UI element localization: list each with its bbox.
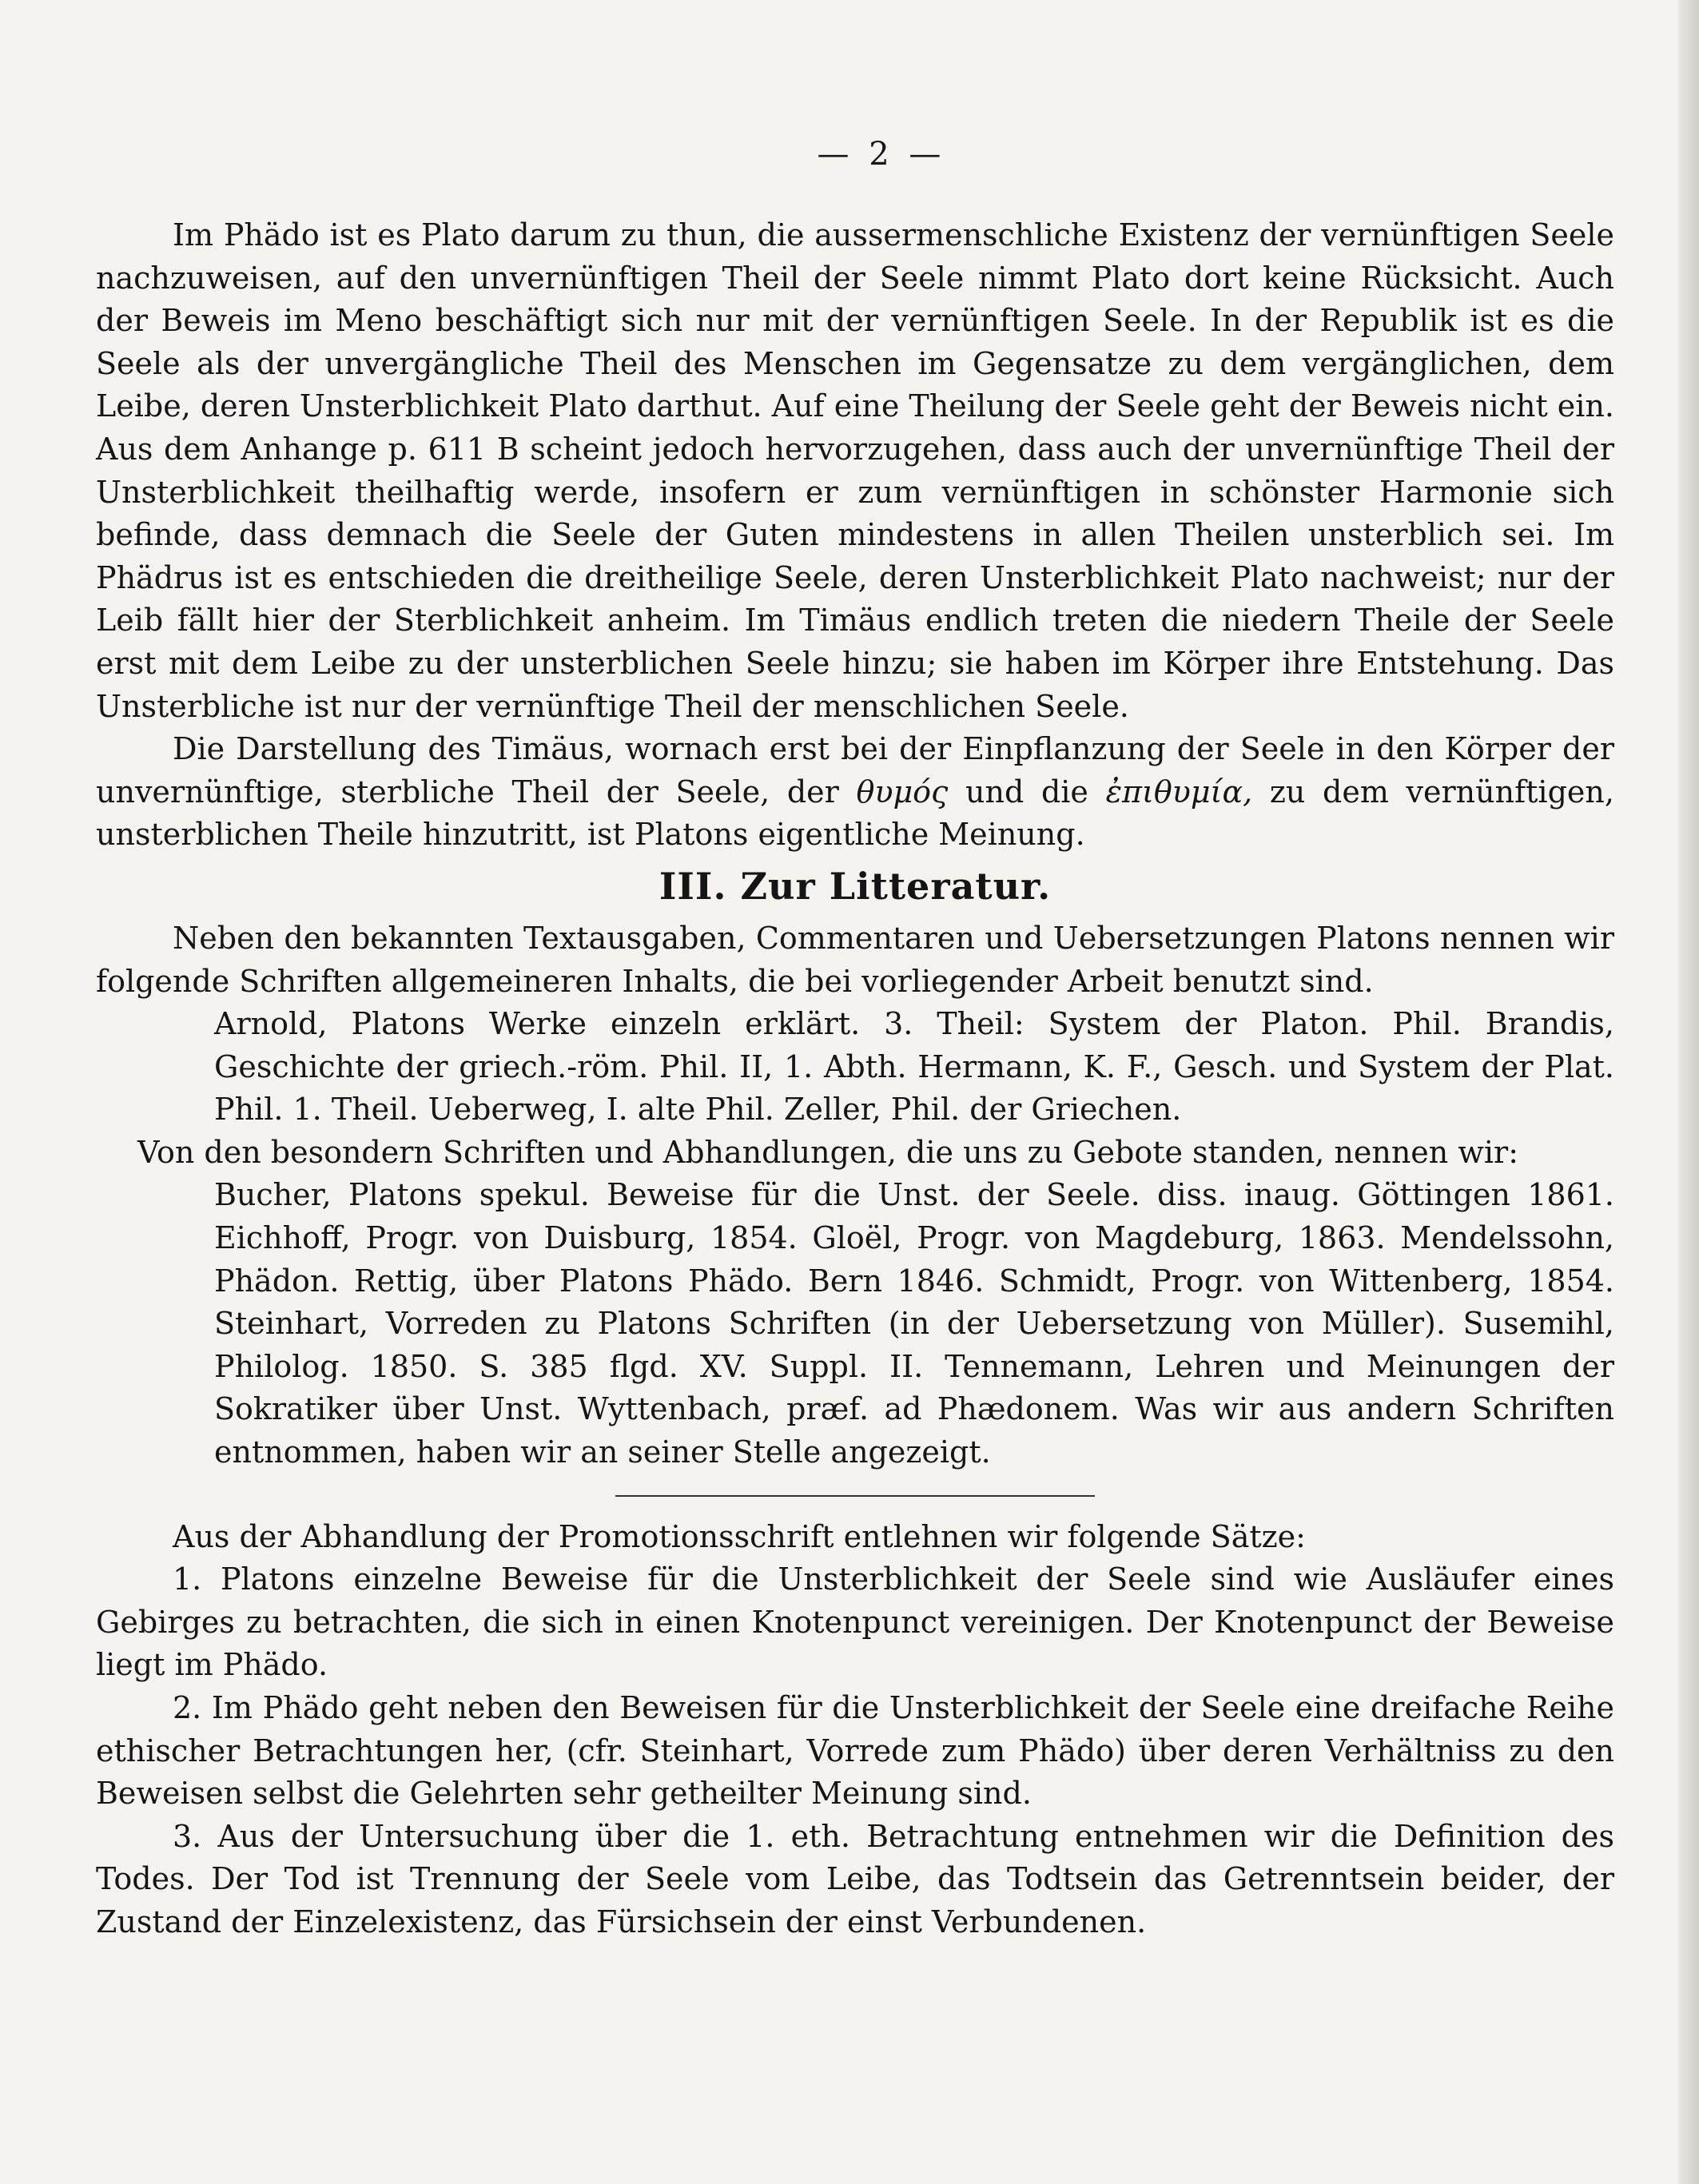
- thesis-text: Aus der Untersuchung über die 1. eth. Betrachtung entnehmen wir die Definition des Todes. Der Tod ist Trennung der Seele vom Leibe, das Todtsein das Getrenntsein beider, der Zustand der Einzelexistenz, das Fürsichsein der einst Verbundenen.: [96, 1818, 1614, 1939]
- thesis-text: Im Phädo geht neben den Beweisen für die Unsterblichkeit der Seele eine dreifache Reihe ethischer Betrachtungen her, (cfr. Steinhart, Vorrede zum Phädo) über deren Verhältniss zu den Beweisen selbst die Gelehrten sehr getheilter Meinung sind.: [96, 1690, 1614, 1812]
- thesis-item: [96, 1816, 1614, 1944]
- page-number: — 2 —: [817, 136, 946, 173]
- section-heading: III. Zur Litteratur.: [659, 864, 1052, 908]
- section-divider: [615, 1495, 1095, 1497]
- literature-special-intro: Von den besondern Schriften und Abhandlungen, die uns zu Gebote standen, nennen wir:: [137, 1134, 1518, 1170]
- paragraph-timaeus-end: zu dem vernünftigen, unsterblichen Theile hinzutritt, ist Platons eigentliche Meinung.: [96, 774, 1614, 853]
- literature-special-refs: Bucher, Platons spekul. Beweise für die Unst. der Seele. diss. inaug. Göttingen 1861. Eichhoff, Progr. von Duisburg, 1854. Gloël, Progr. von Magdeburg, 1863. Mendelssohn, Phädon. Rettig, über Platons Phädo. Bern 1846. Schmidt, Progr. von Wittenberg, 1854. Steinhart, Vorreden zu Platons Schriften (in der Uebersetzung von Müller). Susemihl, Philolog. 1850. S. 385 flgd. XV. Suppl. II. Tennemann, Lehren und Meinungen der Sokratiker über Unst. Wyttenbach, præf. ad Phædonem. Was wir aus andern Schriften entnommen, haben wir an seiner Stelle angezeigt.: [214, 1177, 1614, 1470]
- paragraph-timaeus-and: und die: [965, 774, 1088, 810]
- thesis-text: Platons einzelne Beweise für die Unsterblichkeit der Seele sind wie Ausläufer eines Gebirges zu betrachten, die sich in einen Knotenpunct vereinigen. Der Knotenpunct der Beweise liegt im Phädo.: [96, 1561, 1614, 1683]
- page-edge-shadow: [1678, 0, 1699, 2184]
- paragraph-timaeus-start: Die Darstellung des Timäus, wornach erst bei der Einpflanzung der Seele in den Körper der unvernünftige, sterbliche Theil der Seele, der: [96, 731, 1614, 810]
- thesis-item: [96, 1687, 1614, 1816]
- literature-general-refs: Arnold, Platons Werke einzeln erklärt. 3. Theil: System der Platon. Phil. Brandis, Geschichte der griech.-röm. Phil. II, 1. Abth. Hermann, K. F., Gesch. und System der Plat. Phil. 1. Theil. Ueberweg, I. alte Phil. Zeller, Phil. der Griechen.: [214, 1006, 1614, 1128]
- page-content: [96, 214, 1614, 1944]
- greek-thymos: θυμός: [856, 774, 949, 810]
- literature-intro: Neben den bekannten Textausgaben, Commentaren und Uebersetzungen Platons nennen wir folgende Schriften allgemeineren Inhalts, die bei vorliegender Arbeit benutzt sind.: [96, 920, 1614, 999]
- thesis-item: [96, 1558, 1614, 1687]
- paragraph-plato-soul: Im Phädo ist es Plato darum zu thun, die aussermenschliche Existenz der vernünftigen Seele nachzuweisen, auf den unvernünftigen Theil der Seele nimmt Plato dort keine Rücksicht. Auch der Beweis im Meno beschäftigt sich nur mit der vernünftigen Seele. In der Republik ist es die Seele als der unvergängliche Theil des Menschen im Gegensatze zu dem vergänglichen, dem Leibe, deren Unsterblichkeit Plato darthut. Auf eine Theilung der Seele geht der Beweis nicht ein. Aus dem Anhange p. 611 B scheint jedoch hervorzugehen, dass auch der unvernünftige Theil der Unsterblichkeit theilhaftig werde, insofern er zum vernünftigen in schönster Harmonie sich befinde, dass demnach die Seele der Guten mindestens in allen Theilen unsterblich sei. Im Phädrus ist es entschieden die dreitheilige Seele, deren Unsterblichkeit Plato nachweist; nur der Leib fällt hier der Sterblichkeit anheim. Im Timäus endlich treten die niedern Theile der Seele erst mit dem Leibe zu der unsterblichen Seele hinzu; sie haben im Körper ihre Entstehung. Das Unsterbliche ist nur der vernünftige Theil der menschlichen Seele.: [96, 217, 1614, 724]
- theses-intro: Aus der Abhandlung der Promotionsschrift entlehnen wir folgende Sätze:: [173, 1518, 1306, 1554]
- thesis-number: 3.: [173, 1818, 202, 1854]
- greek-epithymia: ἐπιθυμία,: [1105, 774, 1253, 810]
- paragraph-timaeus: [96, 728, 1614, 857]
- thesis-number: 2.: [173, 1690, 202, 1725]
- thesis-number: 1.: [173, 1561, 202, 1597]
